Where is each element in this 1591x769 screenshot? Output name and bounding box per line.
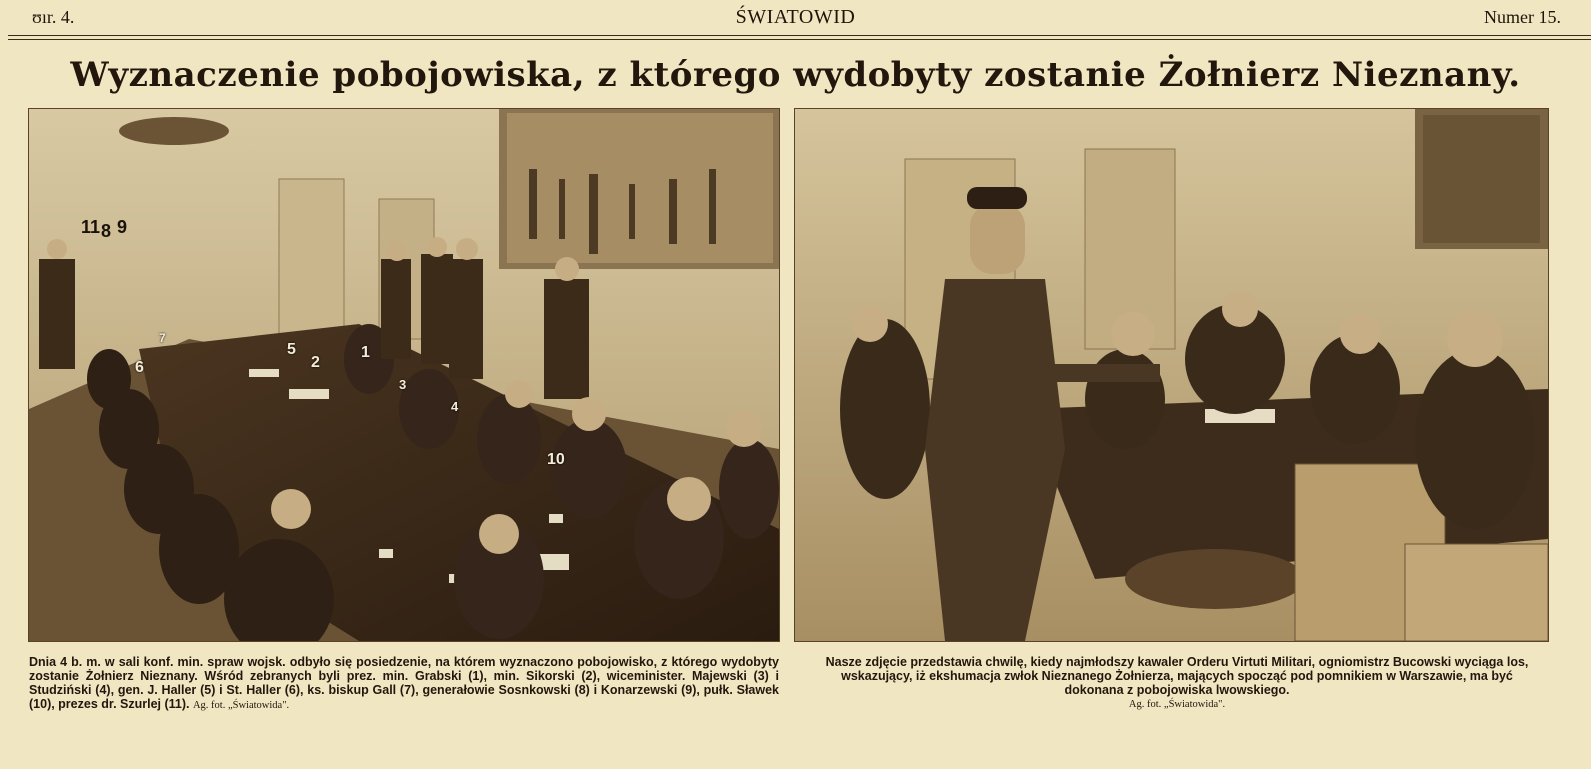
label-10: 10 [547, 451, 565, 468]
article-title: Wyznaczenie pobojowiska, z którego wydobyty zostanie Żołnierz Nieznany. [70, 55, 1521, 95]
drawing-lots-caption [812, 655, 1542, 712]
label-4: 4 [451, 399, 459, 414]
magazine-name: ŚWIATOWID [735, 6, 856, 28]
label-2: 2 [311, 354, 320, 371]
label-8: 8 [101, 221, 112, 241]
header-rule-bottom [8, 39, 1591, 40]
drawing-lots-caption-text: Nasze zdjęcie przedstawia chwilę, kiedy najmłodszy kawaler Orderu Virtuti Militari, ogniomistrz Bucowski wyciąga los, wskazujący, iż ekshumacja zwłok Nieznanego Żołnierza, mających spocząć pod pomnikiem w Warszawie, ma być dokonana z pobojowiska lwowskiego. [825, 655, 1529, 697]
page-number: ʊır. 4. [32, 7, 75, 27]
label-5: 5 [287, 341, 296, 358]
label-11: 11 [81, 217, 101, 237]
issue-number: Numer 15. [1484, 7, 1561, 27]
conference-caption [29, 655, 779, 713]
conference-photo-credit: Ag. fot. „Światowida". [192, 700, 290, 711]
drawing-lots-photo [794, 108, 1549, 642]
label-3: 3 [399, 377, 407, 392]
label-1: 1 [361, 344, 370, 361]
conference-caption-text: Dnia 4 b. m. w sali konf. min. spraw wojsk. odbyło się posiedzenie, na którem wyznaczono pobojowisko, z którego wydobyty zostanie Żołnierz Nieznany. Wśród zebranych byli prez. min. Grabski (1), min. Sikorski (2), wiceminister. Majewski (3) i Studziński (4), gen. J. Haller (5) i St. Haller (6), ks. biskup Gall (7), generałowie Sosnkowski (8) i Konarzewski (9), pułk. Sławek (10), prezes dr. Szurlej (11). [29, 655, 779, 711]
page-header [0, 0, 1591, 36]
label-6: 6 [135, 359, 144, 376]
drawing-lots-photo-illustration [795, 109, 1548, 641]
label-9: 9 [117, 217, 128, 237]
header-rule-top [8, 35, 1591, 36]
label-7: 7 [159, 331, 166, 345]
conference-photo [28, 108, 780, 642]
drawing-lots-photo-credit: Ag. fot. „Światowida". [1128, 699, 1226, 710]
